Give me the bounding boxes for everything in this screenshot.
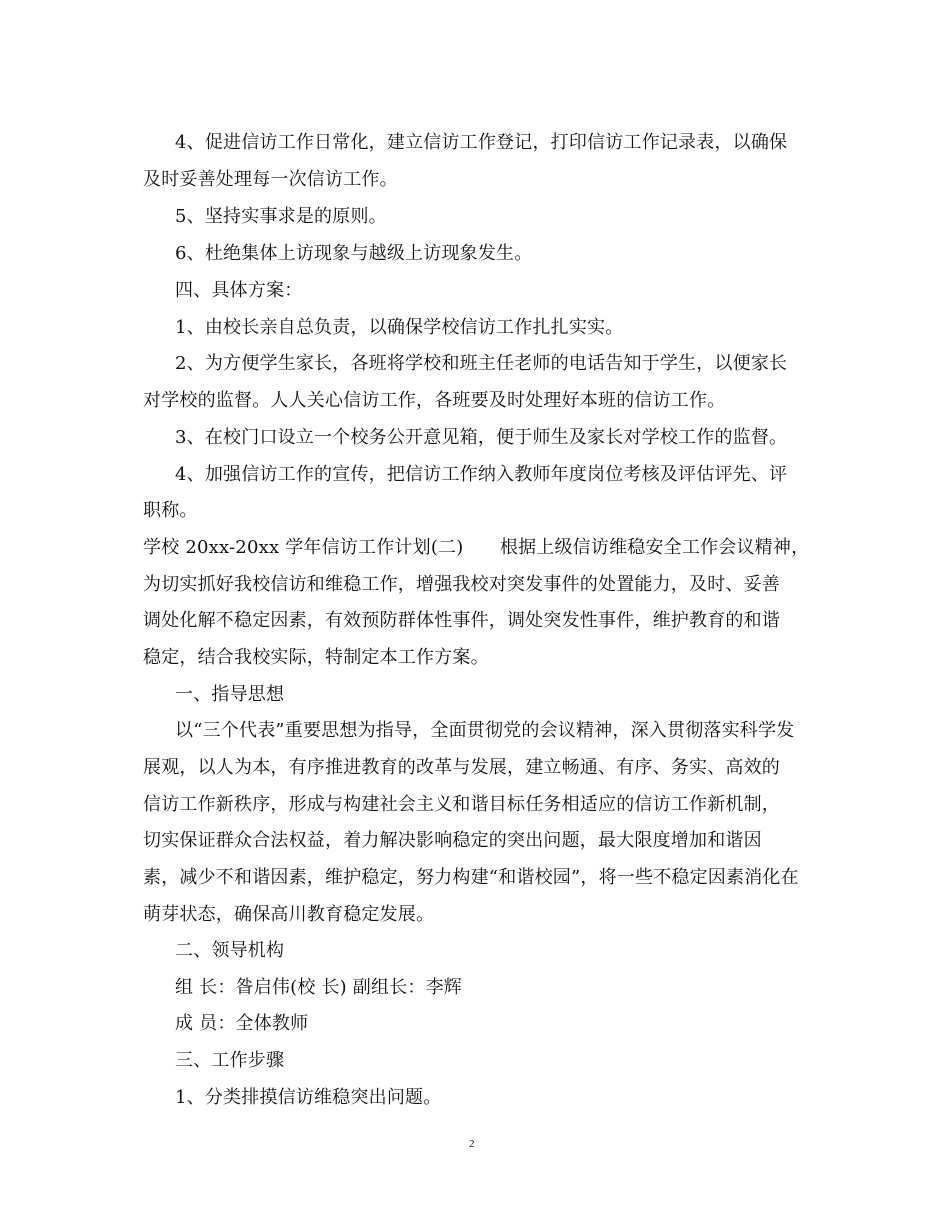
section-heading: 四、具体方案： xyxy=(175,280,303,301)
paragraph-line: 4、促进信访工作日常化，建立信访工作登记，打印信访工作记录表，以确保 xyxy=(175,132,788,153)
paragraph-line: 5、坚持实事求是的原则。 xyxy=(175,206,387,227)
document-title-line: 学校 20xx-20xx 学年信访工作计划(二) 根据上级信访维稳安全工作会议精神， xyxy=(143,537,810,558)
paragraph-line: 2、为方便学生家长，各班将学校和班主任老师的电话告知于学生，以便家长 xyxy=(175,353,788,374)
paragraph-line: 及时妥善处理每一次信访工作。 xyxy=(143,169,398,190)
paragraph-line: 稳定，结合我校实际，特制定本工作方案。 xyxy=(143,647,489,668)
paragraph-line: 4、加强信访工作的宣传，把信访工作纳入教师年度岗位考核及评估评先、评 xyxy=(175,464,788,485)
paragraph-line: 1、分类排摸信访维稳突出问题。 xyxy=(175,1087,442,1108)
paragraph-line: 1、由校长亲自总负责，以确保学校信访工作扎扎实实。 xyxy=(175,317,624,338)
paragraph-line: 萌芽状态，确保高川教育稳定发展。 xyxy=(143,904,435,925)
paragraph-line: 以“三个代表”重要思想为指导，全面贯彻党的会议精神，深入贯彻落实科学发 xyxy=(175,720,795,741)
member-line: 成 员：全体教师 xyxy=(175,1013,309,1034)
paragraph-line: 为切实抓好我校信访和维稳工作，增强我校对突发事件的处置能力，及时、妥善 xyxy=(143,574,780,595)
paragraph-line: 素，减少不和谐因素，维护稳定，努力构建“和谐校园”，将一些不稳定因素消化在 xyxy=(143,867,799,888)
paragraph-line: 6、杜绝集体上访现象与越级上访现象发生。 xyxy=(175,243,533,264)
paragraph-line: 信访工作新秩序，形成与构建社会主义和谐目标任务相适应的信访工作新机制， xyxy=(143,794,780,815)
section-heading: 一、指导思想 xyxy=(175,684,285,705)
paragraph-line: 职称。 xyxy=(143,500,198,521)
leader-line: 组 长：昝启伟(校 长) 副组长：李辉 xyxy=(175,977,463,998)
paragraph-line: 展观，以人为本，有序推进教育的改革与发展，建立畅通、有序、务实、高效的 xyxy=(143,757,780,778)
paragraph-line: 切实保证群众合法权益，着力解决影响稳定的突出问题，最大限度增加和谐因 xyxy=(143,830,762,851)
paragraph-line: 调处化解不稳定因素，有效预防群体性事件，调处突发性事件，维护教育的和谐 xyxy=(143,610,780,631)
page-number: 2 xyxy=(469,1138,475,1150)
paragraph-line: 3、在校门口设立一个校务公开意见箱，便于师生及家长对学校工作的监督。 xyxy=(175,427,788,448)
section-heading: 二、领导机构 xyxy=(175,940,285,961)
paragraph-line: 对学校的监督。人人关心信访工作，各班要及时处理好本班的信访工作。 xyxy=(143,390,726,411)
section-heading: 三、工作步骤 xyxy=(175,1050,285,1071)
